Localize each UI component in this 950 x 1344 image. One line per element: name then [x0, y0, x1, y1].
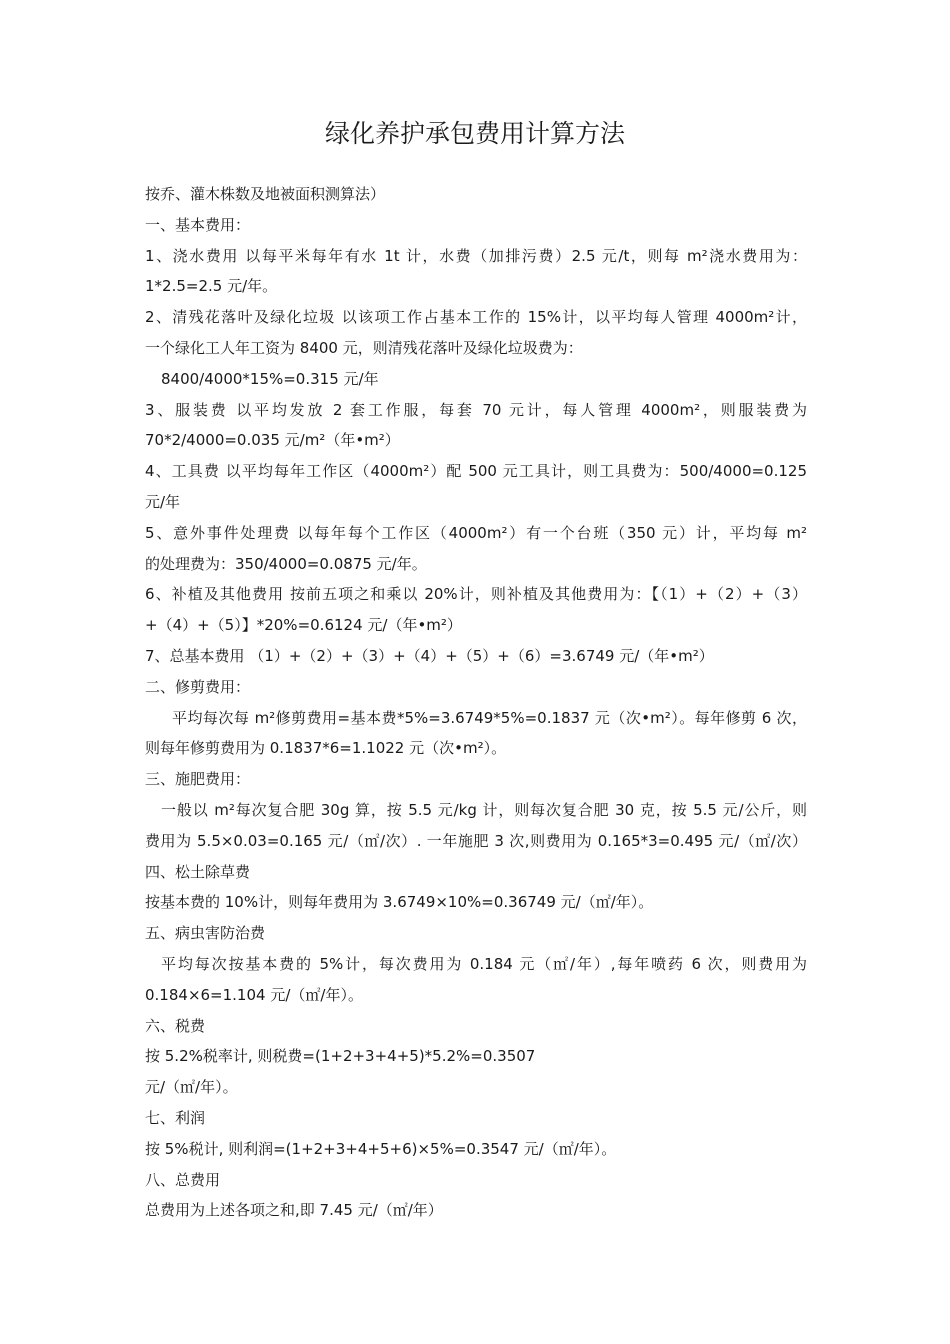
section-1-heading: 一、基本费用：	[145, 215, 251, 234]
pruning-line-1: 平均每次每 m²修剪费用=基本费*5%=3.6749*5%=0.1837 元（次•m²）。每年修剪 6 次，	[172, 708, 807, 727]
item-3-line-2: 70*2/4000=0.035 元/m²（年•m²）	[145, 431, 400, 450]
section-7-heading: 七、利润	[145, 1108, 206, 1127]
pest-control-line-1: 平均每次按基本费的 5%计，每次费用为 0.184 元（㎡/年）,每年喷药 6 次，则费用为	[161, 954, 807, 973]
item-3-line-1: 3、服装费 以平均发放 2 套工作服，每套 70 元计，每人管理 4000m²，则服装费为	[145, 400, 807, 419]
intro-line: 按乔、灌木株数及地被面积测算法）	[145, 185, 386, 203]
item-2-line-2: 一个绿化工人年工资为 8400 元，则清残花落叶及绿化垃圾费为：	[145, 338, 583, 357]
item-2-line-1: 2、清残花落叶及绿化垃圾 以该项工作占基本工作的 15%计，以平均每人管理 4000m²计，	[145, 308, 807, 327]
profit-line: 按 5%税计, 则利润=(1+2+3+4+5+6)×5%=0.3547 元/（㎡/年）。	[145, 1139, 617, 1158]
section-6-heading: 六、税费	[145, 1016, 206, 1035]
document-body	[145, 179, 807, 1226]
pruning-line-2: 则每年修剪费用为 0.1837*6=1.1022 元（次•m²）。	[145, 739, 507, 758]
item-5-line-1: 5、意外事件处理费 以每年每个工作区（4000m²）有一个台班（350 元）计，平均每 m²	[145, 523, 807, 542]
section-4-heading: 四、松土除草费	[145, 862, 251, 881]
weeding-line: 按基本费的 10%计，则每年费用为 3.6749×10%=0.36749 元/（㎡/年）。	[145, 893, 654, 912]
item-6-line-2: +（4）+（5）】*20%=0.6124 元/（年•m²）	[145, 616, 462, 635]
item-4-line-2: 元/年	[145, 492, 181, 511]
document-title: 绿化养护承包费用计算方法	[324, 119, 625, 148]
item-1-line-1: 1、浇水费用 以每平米每年有水 1t 计，水费（加排污费）2.5 元/t，则每 m²浇水费用为：	[145, 246, 807, 265]
item-7-line: 7、总基本费用 （1）+（2）+（3）+（4）+（5）+（6）=3.6749 元/（年•m²）	[145, 646, 714, 665]
item-4-line-1: 4、工具费 以平均每年工作区（4000m²）配 500 元工具计，则工具费为：500/4000=0.125	[145, 462, 807, 481]
section-8-heading: 八、总费用	[145, 1170, 221, 1189]
tax-line-1: 按 5.2%税率计, 则税费=(1+2+3+4+5)*5.2%=0.3507	[145, 1047, 536, 1066]
item-2-line-3: 8400/4000*15%=0.315 元/年	[161, 369, 379, 388]
pest-control-line-2: 0.184×6=1.104 元/（㎡/年）。	[145, 985, 363, 1004]
section-5-heading: 五、病虫害防治费	[145, 924, 266, 943]
fertilizer-line-2: 费用为 5.5×0.03=0.165 元/（㎡/次）. 一年施肥 3 次,则费用为 0.165*3=0.495 元/（㎡/次）	[145, 831, 807, 850]
section-3-heading: 三、施肥费用：	[145, 770, 251, 789]
fertilizer-line-1: 一般以 m²每次复合肥 30g 算，按 5.5 元/kg 计，则每次复合肥 30 克，按 5.5 元/公斤，则	[161, 800, 807, 819]
item-5-line-2: 的处理费为：350/4000=0.0875 元/年。	[145, 554, 427, 573]
tax-line-2: 元/（㎡/年）。	[145, 1078, 238, 1097]
section-2-heading: 二、修剪费用：	[145, 677, 251, 696]
item-1-line-2: 1*2.5=2.5 元/年。	[145, 277, 278, 296]
item-6-line-1: 6、补植及其他费用 按前五项之和乘以 20%计，则补植及其他费用为：【（1）+（2）+（3）	[145, 585, 807, 604]
total-line: 总费用为上述各项之和,即 7.45 元/（㎡/年）	[145, 1201, 443, 1220]
